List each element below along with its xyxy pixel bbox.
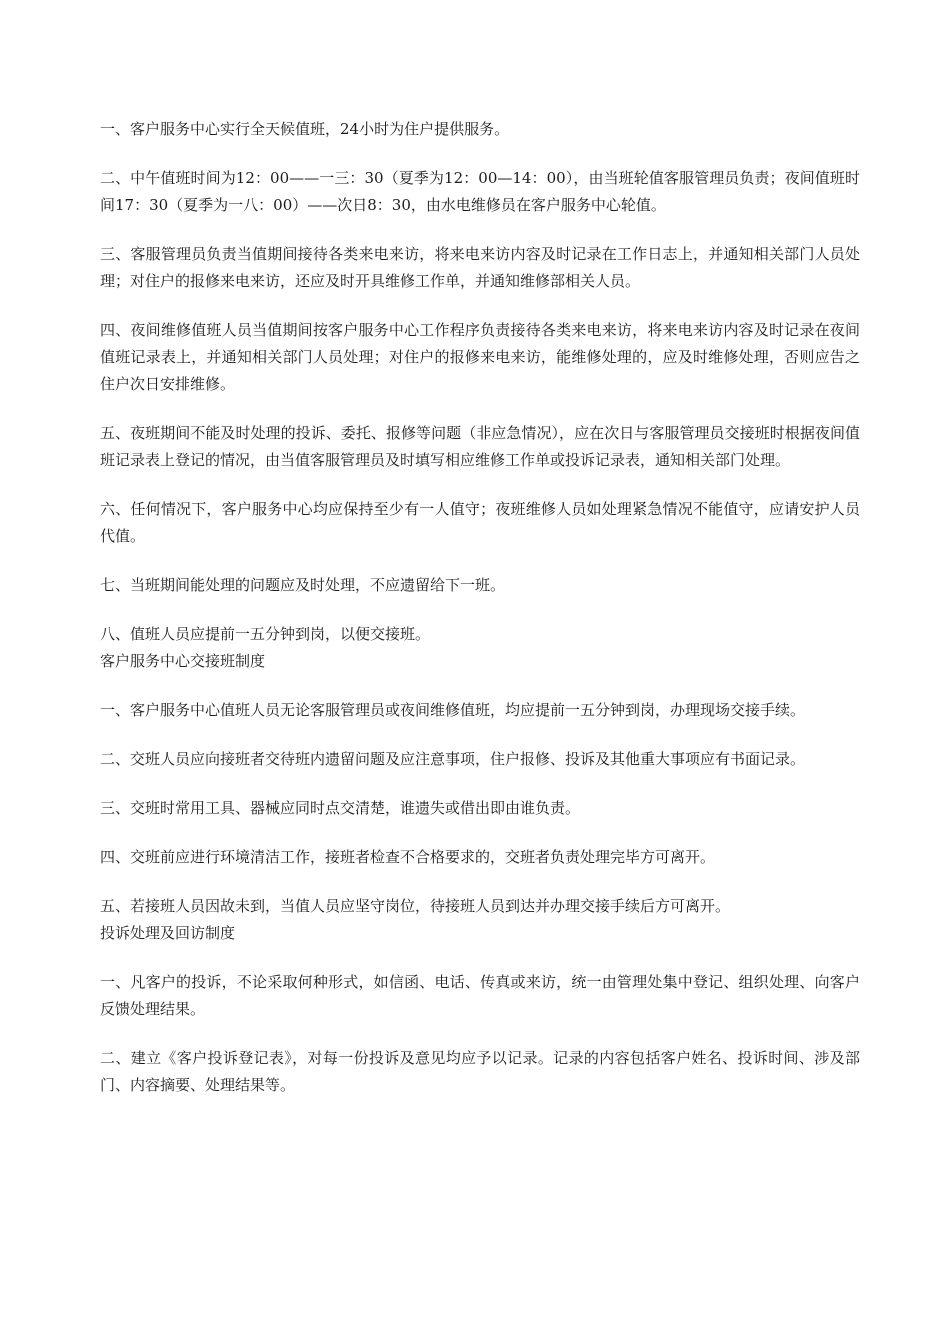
handover-rule-4: 四、交班前应进行环境清洁工作，接班者检查不合格要求的，交班者负责处理完毕方可离开。 — [100, 848, 716, 866]
complaint-section — [100, 920, 860, 1099]
document-page — [100, 116, 860, 1099]
handover-rule-5: 五、若接班人员因故未到，当值人员应坚守岗位，待接班人员到达并办理交接手续后方可离开。 — [100, 897, 731, 915]
handover-section-title: 客户服务中心交接班制度 — [100, 652, 266, 670]
complaint-rule-1: 一、凡客户的投诉，不论采取何种形式，如信函、电话、传真或来访，统一由管理处集中登记、组织处理、向客户反馈处理结果。 — [100, 973, 860, 1018]
handover-rule-2: 二、交班人员应向接班者交待班内遗留问题及应注意事项，住户报修、投诉及其他重大事项应有书面记录。 — [100, 750, 806, 768]
duty-rules-section — [100, 116, 860, 648]
duty-rule-2: 二、中午值班时间为12：00——一三：30（夏季为12：00—14：00），由当班轮值客服管理员负责；夜间值班时间17：30（夏季为一八：00）——次日8：30，由水电维修员在客户服务中心轮值。 — [100, 169, 860, 214]
complaint-section-title: 投诉处理及回访制度 — [100, 924, 236, 942]
duty-rule-4: 四、夜间维修值班人员当值期间按客户服务中心工作程序负责接待各类来电来访，将来电来访内容及时记录在夜间值班记录表上，并通知相关部门人员处理；对住户的报修来电来访，能维修处理的，应及时维修处理，否则应告之住户次日安排维修。 — [100, 321, 860, 393]
duty-rule-3: 三、客服管理员负责当值期间接待各类来电来访，将来电来访内容及时记录在工作日志上，并通知相关部门人员处理；对住户的报修来电来访，还应及时开具维修工作单，并通知维修部相关人员。 — [100, 245, 860, 290]
duty-rule-7: 七、当班期间能处理的问题应及时处理，不应遗留给下一班。 — [100, 576, 506, 594]
duty-rule-8: 八、值班人员应提前一五分钟到岗，以便交接班。 — [100, 625, 431, 643]
handover-rule-3: 三、交班时常用工具、器械应同时点交清楚，谁遗失或借出即由谁负责。 — [100, 799, 581, 817]
duty-rule-1: 一、客户服务中心实行全天候值班，24小时为住户提供服务。 — [100, 120, 510, 138]
duty-rule-5: 五、夜班期间不能及时处理的投诉、委托、报修等问题（非应急情况），应在次日与客服管理员交接班时根据夜间值班记录表上登记的情况，由当值客服管理员及时填写相应维修工作单或投诉记录表，通知相关部门处理。 — [100, 424, 860, 469]
duty-rule-6: 六、任何情况下，客户服务中心均应保持至少有一人值守；夜班维修人员如处理紧急情况不能值守，应请安护人员代值。 — [100, 500, 860, 545]
handover-rule-1: 一、客户服务中心值班人员无论客服管理员或夜间维修值班，均应提前一五分钟到岗，办理现场交接手续。 — [100, 701, 806, 719]
complaint-rule-2: 二、建立《客户投诉登记表》，对每一份投诉及意见均应予以记录。记录的内容包括客户姓名、投诉时间、涉及部门、内容摘要、处理结果等。 — [100, 1049, 860, 1094]
handover-section — [100, 648, 860, 920]
